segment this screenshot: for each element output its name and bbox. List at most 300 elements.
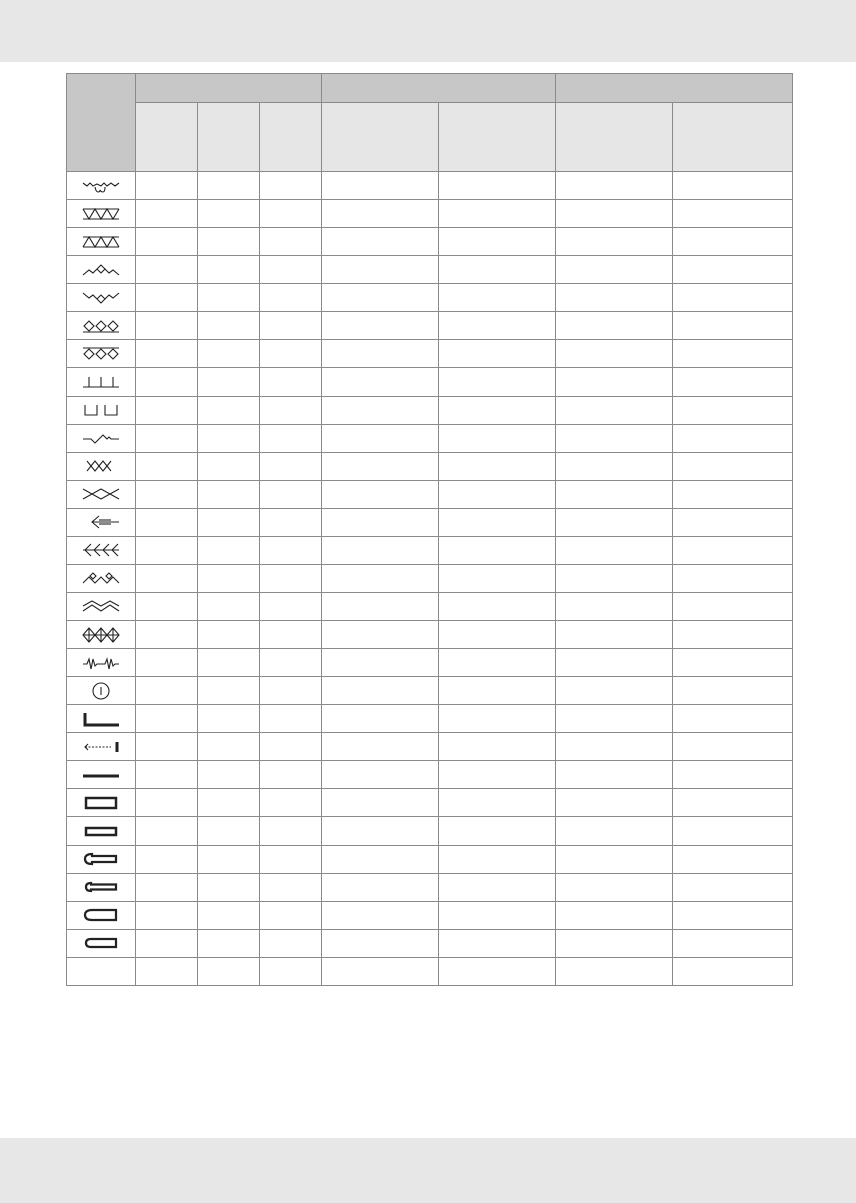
table-cell xyxy=(322,592,439,620)
table-row xyxy=(67,649,793,677)
stitch-settings-table-container xyxy=(66,73,792,986)
table-cell xyxy=(673,789,793,817)
table-cell xyxy=(260,873,322,901)
table-cell xyxy=(556,508,673,536)
table-cell xyxy=(198,705,260,733)
table-cell xyxy=(673,592,793,620)
table-cell xyxy=(322,817,439,845)
table-cell xyxy=(322,621,439,649)
table-cell xyxy=(198,733,260,761)
table-cell xyxy=(439,452,556,480)
table-cell xyxy=(136,424,198,452)
table-cell xyxy=(136,564,198,592)
ladder-stitch-icon xyxy=(79,373,123,391)
table-cell xyxy=(673,424,793,452)
sub-header-5 xyxy=(439,103,556,172)
stitch-symbol-cell xyxy=(67,396,136,424)
stitch-symbol-cell xyxy=(67,480,136,508)
table-cell xyxy=(260,256,322,284)
stitch-symbol-cell xyxy=(67,228,136,256)
table-cell xyxy=(322,929,439,957)
stitch-symbol-cell xyxy=(67,789,136,817)
table-cell xyxy=(556,649,673,677)
stitch-symbol-cell xyxy=(67,733,136,761)
table-cell xyxy=(260,733,322,761)
cross-stitch-icon xyxy=(79,457,123,475)
table-cell xyxy=(673,284,793,312)
table-cell xyxy=(136,817,198,845)
stitch-symbol-cell xyxy=(67,705,136,733)
stitch-symbol-cell xyxy=(67,284,136,312)
table-cell xyxy=(439,172,556,200)
table-cell xyxy=(439,957,556,985)
table-cell xyxy=(322,172,439,200)
table-row xyxy=(67,677,793,705)
table-cell xyxy=(556,480,673,508)
table-cell xyxy=(556,957,673,985)
table-cell xyxy=(439,649,556,677)
table-cell xyxy=(322,284,439,312)
stitch-symbol-cell xyxy=(67,929,136,957)
table-cell xyxy=(439,621,556,649)
arrow-stitch-icon xyxy=(79,513,123,531)
table-cell xyxy=(322,536,439,564)
table-cell xyxy=(439,564,556,592)
table-cell xyxy=(136,340,198,368)
table-cell xyxy=(673,256,793,284)
triangle-up-pattern-icon xyxy=(79,233,123,251)
table-cell xyxy=(439,901,556,929)
sub-header-3 xyxy=(260,103,322,172)
table-cell xyxy=(136,172,198,200)
sub-header-6 xyxy=(556,103,673,172)
table-cell xyxy=(673,172,793,200)
table-cell xyxy=(322,873,439,901)
table-cell xyxy=(556,424,673,452)
table-cell xyxy=(556,340,673,368)
bottom-margin-band xyxy=(0,1138,856,1203)
table-cell xyxy=(198,312,260,340)
bartack-corner-icon xyxy=(79,710,123,728)
table-row xyxy=(67,817,793,845)
table-cell xyxy=(198,172,260,200)
table-cell xyxy=(198,284,260,312)
table-cell xyxy=(198,200,260,228)
shell-stitch-icon xyxy=(79,429,123,447)
table-cell xyxy=(673,677,793,705)
group-header-2 xyxy=(322,74,556,103)
stitch-symbol-cell xyxy=(67,452,136,480)
table-cell xyxy=(322,368,439,396)
table-cell xyxy=(136,284,198,312)
table-row xyxy=(67,564,793,592)
keyhole-buttonhole-icon xyxy=(79,850,123,868)
table-row xyxy=(67,761,793,789)
table-cell xyxy=(439,845,556,873)
stitch-symbol-cell xyxy=(67,677,136,705)
table-cell xyxy=(260,536,322,564)
diamond-row-top-icon xyxy=(79,345,123,363)
table-row-blank xyxy=(67,957,793,985)
table-row xyxy=(67,873,793,901)
table-cell xyxy=(136,929,198,957)
table-cell xyxy=(136,312,198,340)
table-cell xyxy=(556,845,673,873)
table-cell xyxy=(198,761,260,789)
table-cell xyxy=(556,677,673,705)
feather-stitch-icon xyxy=(79,541,123,559)
table-cell xyxy=(136,452,198,480)
table-cell xyxy=(322,424,439,452)
triangle-down-pattern-icon xyxy=(79,205,123,223)
table-cell xyxy=(673,761,793,789)
table-cell xyxy=(556,228,673,256)
table-row xyxy=(67,368,793,396)
table-cell xyxy=(673,901,793,929)
table-cell xyxy=(260,508,322,536)
diamond-row-base-icon xyxy=(79,317,123,335)
table-cell xyxy=(322,901,439,929)
table-cell xyxy=(260,761,322,789)
table-cell xyxy=(556,621,673,649)
table-cell xyxy=(673,957,793,985)
table-cell xyxy=(322,228,439,256)
table-cell xyxy=(322,789,439,817)
table-cell xyxy=(198,396,260,424)
table-cell xyxy=(136,957,198,985)
table-cell xyxy=(673,340,793,368)
table-row xyxy=(67,256,793,284)
table-row xyxy=(67,621,793,649)
table-cell xyxy=(556,789,673,817)
table-cell xyxy=(322,564,439,592)
keyhole-buttonhole-narrow-icon xyxy=(79,878,123,896)
table-cell xyxy=(198,649,260,677)
table-cell xyxy=(136,536,198,564)
table-cell xyxy=(260,957,322,985)
sub-header-2 xyxy=(198,103,260,172)
table-cell xyxy=(556,564,673,592)
table-cell xyxy=(198,424,260,452)
table-cell xyxy=(136,200,198,228)
table-cell xyxy=(198,929,260,957)
table-cell xyxy=(673,733,793,761)
table-cell xyxy=(322,340,439,368)
stitch-symbol-cell xyxy=(67,424,136,452)
buttonhole-narrow-icon xyxy=(79,822,123,840)
table-cell xyxy=(556,284,673,312)
table-cell xyxy=(198,256,260,284)
table-cell xyxy=(556,172,673,200)
table-cell xyxy=(136,705,198,733)
table-cell xyxy=(556,536,673,564)
stitch-symbol-cell xyxy=(67,592,136,620)
table-cell xyxy=(673,228,793,256)
eyelet-icon xyxy=(79,682,123,700)
table-row xyxy=(67,340,793,368)
diamond-zigzag-down-icon xyxy=(79,289,123,307)
table-cell xyxy=(260,677,322,705)
table-cell xyxy=(260,368,322,396)
table-cell xyxy=(136,845,198,873)
table-cell xyxy=(322,845,439,873)
table-cell xyxy=(439,312,556,340)
rounded-buttonhole-icon xyxy=(79,906,123,924)
table-cell xyxy=(136,789,198,817)
table-cell xyxy=(673,929,793,957)
table-cell xyxy=(136,480,198,508)
table-cell xyxy=(673,480,793,508)
stitch-symbol-cell xyxy=(67,172,136,200)
table-cell xyxy=(673,564,793,592)
stitch-symbol-cell xyxy=(67,761,136,789)
table-row xyxy=(67,396,793,424)
table-cell xyxy=(136,592,198,620)
table-cell xyxy=(439,480,556,508)
table-cell xyxy=(439,873,556,901)
blind-hem-stitch-icon xyxy=(79,177,123,195)
stitch-table-body xyxy=(67,172,793,986)
table-row xyxy=(67,312,793,340)
table-cell xyxy=(322,761,439,789)
table-cell xyxy=(439,592,556,620)
table-row xyxy=(67,200,793,228)
stitch-symbol-cell xyxy=(67,817,136,845)
table-cell xyxy=(439,284,556,312)
table-cell xyxy=(322,396,439,424)
table-cell xyxy=(322,200,439,228)
table-cell xyxy=(439,733,556,761)
table-cell xyxy=(260,396,322,424)
table-row xyxy=(67,901,793,929)
bar-stitch-icon xyxy=(79,766,123,784)
table-cell xyxy=(322,957,439,985)
group-header-3 xyxy=(556,74,793,103)
table-cell xyxy=(136,761,198,789)
table-cell xyxy=(136,368,198,396)
table-cell xyxy=(136,621,198,649)
table-row xyxy=(67,705,793,733)
table-cell xyxy=(198,957,260,985)
table-row xyxy=(67,536,793,564)
stitch-symbol-cell xyxy=(67,621,136,649)
stitch-symbol-cell xyxy=(67,649,136,677)
table-cell xyxy=(322,256,439,284)
table-cell xyxy=(439,761,556,789)
table-cell xyxy=(198,536,260,564)
table-cell xyxy=(439,508,556,536)
stitch-symbol-cell xyxy=(67,873,136,901)
table-cell xyxy=(198,452,260,480)
table-row xyxy=(67,172,793,200)
table-cell xyxy=(198,845,260,873)
table-cell xyxy=(322,480,439,508)
table-row xyxy=(67,452,793,480)
box-stitch-icon xyxy=(79,401,123,419)
table-cell xyxy=(260,480,322,508)
table-cell xyxy=(260,621,322,649)
table-row xyxy=(67,929,793,957)
table-cell xyxy=(260,789,322,817)
table-cell xyxy=(260,340,322,368)
table-cell xyxy=(673,508,793,536)
table-cell xyxy=(67,957,136,985)
table-cell xyxy=(322,649,439,677)
table-cell xyxy=(673,873,793,901)
table-cell xyxy=(556,200,673,228)
stitch-settings-table xyxy=(66,73,793,986)
stitch-symbol-cell xyxy=(67,340,136,368)
table-cell xyxy=(136,873,198,901)
wide-cross-stitch-icon xyxy=(79,485,123,503)
table-cell xyxy=(260,172,322,200)
table-cell xyxy=(439,256,556,284)
stitch-symbol-cell xyxy=(67,536,136,564)
table-cell xyxy=(556,761,673,789)
table-cell xyxy=(260,929,322,957)
table-cell xyxy=(556,733,673,761)
stitch-symbol-cell xyxy=(67,508,136,536)
table-cell xyxy=(260,817,322,845)
diamond-chain-icon xyxy=(79,626,123,644)
table-cell xyxy=(439,817,556,845)
table-cell xyxy=(198,873,260,901)
table-cell xyxy=(673,845,793,873)
table-cell xyxy=(260,845,322,873)
table-cell xyxy=(260,424,322,452)
table-cell xyxy=(198,508,260,536)
table-cell xyxy=(136,901,198,929)
table-cell xyxy=(439,536,556,564)
table-row xyxy=(67,228,793,256)
table-cell xyxy=(136,677,198,705)
table-cell xyxy=(556,368,673,396)
table-row xyxy=(67,845,793,873)
table-cell xyxy=(556,873,673,901)
table-cell xyxy=(322,452,439,480)
buttonhole-square-icon xyxy=(79,794,123,812)
stitch-symbol-cell xyxy=(67,256,136,284)
table-row xyxy=(67,284,793,312)
table-cell xyxy=(439,424,556,452)
table-cell xyxy=(198,564,260,592)
group-header-1 xyxy=(136,74,322,103)
table-cell xyxy=(198,368,260,396)
table-cell xyxy=(556,452,673,480)
table-cell xyxy=(260,564,322,592)
table-cell xyxy=(439,705,556,733)
table-cell xyxy=(322,508,439,536)
table-cell xyxy=(556,705,673,733)
table-cell xyxy=(322,677,439,705)
table-cell xyxy=(439,929,556,957)
table-row xyxy=(67,789,793,817)
stitch-symbol-cell xyxy=(67,368,136,396)
table-cell xyxy=(136,256,198,284)
table-cell xyxy=(198,677,260,705)
table-cell xyxy=(556,817,673,845)
sub-header-4 xyxy=(322,103,439,172)
table-cell xyxy=(439,200,556,228)
sub-header-7 xyxy=(673,103,793,172)
table-row xyxy=(67,733,793,761)
table-cell xyxy=(556,396,673,424)
table-cell xyxy=(260,312,322,340)
table-cell xyxy=(198,340,260,368)
table-cell xyxy=(673,649,793,677)
decorative-lattice-icon xyxy=(79,569,123,587)
table-cell xyxy=(260,284,322,312)
table-cell xyxy=(439,340,556,368)
table-cell xyxy=(322,705,439,733)
rounded-buttonhole-narrow-icon xyxy=(79,934,123,952)
table-cell xyxy=(198,789,260,817)
table-cell xyxy=(673,452,793,480)
table-cell xyxy=(322,733,439,761)
double-wave-icon xyxy=(79,597,123,615)
table-cell xyxy=(198,621,260,649)
table-cell xyxy=(673,396,793,424)
sub-header-1 xyxy=(136,103,198,172)
table-row xyxy=(67,424,793,452)
table-cell xyxy=(439,396,556,424)
table-cell xyxy=(198,228,260,256)
table-cell xyxy=(439,677,556,705)
table-cell xyxy=(673,200,793,228)
stitch-symbol-cell xyxy=(67,312,136,340)
table-cell xyxy=(673,817,793,845)
table-cell xyxy=(673,536,793,564)
table-cell xyxy=(673,368,793,396)
zigzag-burst-icon xyxy=(79,654,123,672)
stitch-symbol-cell xyxy=(67,564,136,592)
table-cell xyxy=(136,396,198,424)
table-cell xyxy=(260,705,322,733)
table-row xyxy=(67,592,793,620)
table-cell xyxy=(198,592,260,620)
table-cell xyxy=(136,649,198,677)
table-cell xyxy=(136,508,198,536)
table-cell xyxy=(198,480,260,508)
table-cell xyxy=(439,789,556,817)
table-cell xyxy=(136,228,198,256)
table-cell xyxy=(673,621,793,649)
table-cell xyxy=(439,228,556,256)
table-cell xyxy=(136,733,198,761)
table-cell xyxy=(260,592,322,620)
top-margin-band xyxy=(0,0,856,62)
stitch-symbol-cell xyxy=(67,845,136,873)
table-cell xyxy=(260,649,322,677)
stitch-symbol-cell xyxy=(67,901,136,929)
table-cell xyxy=(198,901,260,929)
table-cell xyxy=(260,452,322,480)
table-cell xyxy=(556,592,673,620)
table-cell xyxy=(673,312,793,340)
table-cell xyxy=(260,200,322,228)
table-cell xyxy=(556,929,673,957)
table-cell xyxy=(556,256,673,284)
table-cell xyxy=(439,368,556,396)
table-row xyxy=(67,508,793,536)
table-cell xyxy=(673,705,793,733)
table-cell xyxy=(322,312,439,340)
table-cell xyxy=(260,901,322,929)
table-cell xyxy=(198,817,260,845)
table-row xyxy=(67,480,793,508)
table-cell xyxy=(556,312,673,340)
table-cell xyxy=(556,901,673,929)
